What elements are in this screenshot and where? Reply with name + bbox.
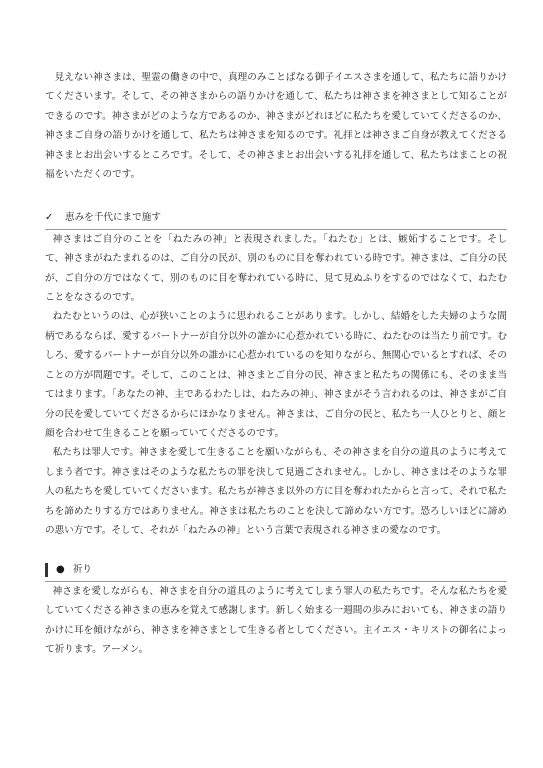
bar-marker-icon [45,563,48,577]
body-paragraph: 神さまはご自分のことを「ねたみの神」と表現されました。「ねたむ」とは、嫉妬することです。そして、神さまがねたまれるのは、ご自分の民が、別のものに目を奪われている時です。神さまは、ご自分の民が、ご自分の方ではなくて、別のものに目を奪われている時に、見て見ぬふりをするのではなくて、ねたむことをなさるのです。 [45,233,507,304]
section-title: 恵みを千代にまで施す [65,212,161,224]
checkmark-icon: ✓ [45,212,54,224]
section-heading-grace [45,208,507,229]
intro-paragraph: 見えない神さまは、聖霊の働きの中で、真理のみことばなる御子イエスさまを通して、私たちに語りかけてくださいます。そして、その神さまからの語りかけを通して、私たちは神さまを神さまとして知ることができるのです。神さまがどのような方であるのか、神さまがどれほどに私たちを愛していてくださるのか、神さまご自身の語りかけを通して、私たちは神さまを知るのです。礼拝とは神さまご自身が教えてくださる神さまとお出会いするところです。そして、その神さまとお出会いする礼拝を通して、私たちはまことの祝福をいただくのです。 [45,72,507,181]
prayer-paragraph: 神さまを愛しながらも、神さまを自分の道具のように考えてしまう罪人の私たちです。そんな私たちを愛していてくださる神さまの恵みを覚えて感謝します。新しく始まる一週間の歩みにおいても、神さまの語りかけに耳を傾けながら、神さまを神さまとして生きる者としてください。主イエス・キリストの御名によって祈ります。アーメン。 [45,585,507,655]
body-paragraph: 私たちは罪人です。神さまを愛して生きることを願いながらも、その神さまを自分の道具のように考えてしまう者です。神さまはそのような私たちの罪を決して見過ごされません。しかし、神さまはそのような罪人の私たちを愛していてくださいます。私たちが神さま以外の方に目を奪われたからと言って、それで私たちを諦めたりする方ではありません。神さまは私たちのことを決して諦めない方です。恐ろしいほどに諦めの悪い方です。そして、それが「ねたみの神」という言葉で表現される神さまの愛なのです。 [45,447,507,536]
bullet-icon: ● [56,564,65,576]
document-page [45,68,507,659]
body-paragraph: ねたむというのは、心が狭いことのように思われることがあります。しかし、結婚をした夫婦のような間柄であるならば、愛するパートナーが自分以外の誰かに心惹かれている時に、ねたむのは当たり前です。むしろ、愛するパートナーが自分以外の誰かに心惹かれているのを知りながら、無関心でいるとすれば、そのことの方が問題です。そして、このことは、神さまとご自分の民、神さまと私たちの関係にも、そのまま当てはまります。「あなたの神、主であるわたしは、ねたみの神」、神さまがそう言われるのは、神さまがご自分の民を愛していてくださるからにほかなりません。神さまは、ご自分の民と、私たち一人ひとりと、顔と顔を合わせて生きることを願っていてくださるのです。 [45,311,507,439]
section-title: 祈り [72,564,92,576]
section-heading-prayer [45,560,507,581]
